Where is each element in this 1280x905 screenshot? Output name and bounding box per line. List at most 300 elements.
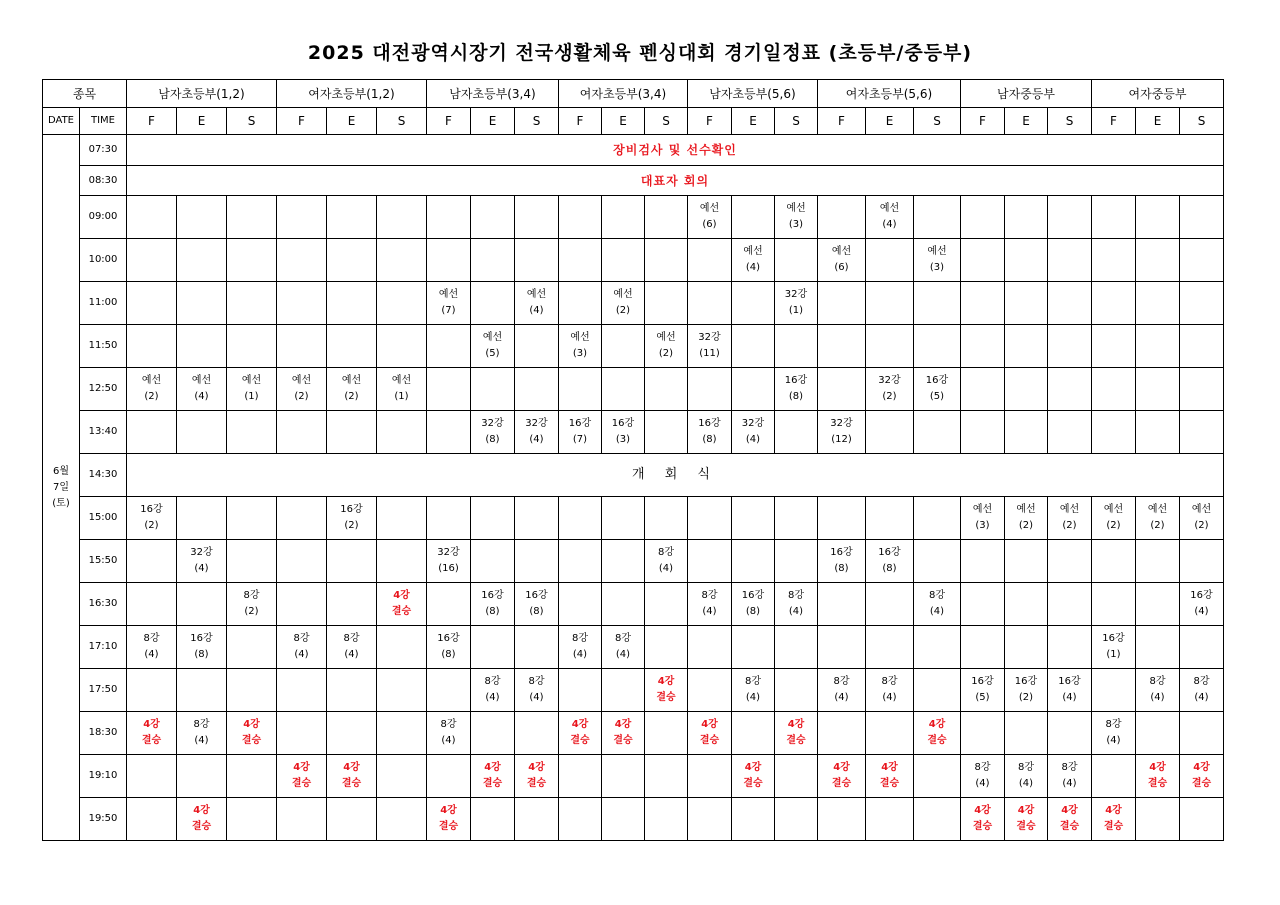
schedule-row [43,798,1224,841]
weapon-header-row [43,108,1224,135]
round-label: 16강 [1102,633,1125,644]
count-label: (5) [975,692,990,703]
empty-cell [277,325,327,368]
empty-cell [914,497,961,540]
count-label: (7) [441,305,456,316]
empty-cell [471,196,515,239]
division-header: 남자초등부(1,2) [127,80,277,108]
division-header: 남자초등부(3,4) [427,80,559,108]
empty-cell [645,282,688,325]
empty-cell [177,239,227,282]
schedule-row [43,135,1224,166]
count-label: (4) [745,262,761,273]
schedule-row [43,325,1224,368]
weapon-header: S [914,108,961,135]
empty-cell [227,196,277,239]
round-label: 예선 [699,203,720,214]
round-label: 예선 [570,332,590,343]
empty-cell [645,583,688,626]
round-label: 예선 [879,203,900,214]
round-label: 4강 [1149,762,1166,773]
round-label: 16강 [611,418,635,429]
count-label: (4) [615,649,631,660]
match-cell [427,712,471,755]
empty-cell [1048,368,1092,411]
match-cell [818,540,866,583]
count-label: (3) [572,348,588,359]
empty-cell [1180,282,1224,325]
final-label: 결승 [656,692,676,703]
empty-cell [1136,626,1180,669]
empty-cell [559,239,602,282]
round-label: 8강 [1105,719,1122,730]
empty-cell [227,669,277,712]
match-cell [866,368,914,411]
count-label: (8) [194,649,209,660]
round-label: 16강 [437,633,460,644]
round-label: 32강 [784,289,808,300]
final-label: 결승 [341,778,362,789]
count-label: (2) [882,391,897,402]
match-cell [227,712,277,755]
empty-cell [732,368,775,411]
empty-cell [775,497,818,540]
match-cell [961,669,1005,712]
empty-cell [914,798,961,841]
time-cell: 15:50 [80,540,127,583]
round-label: 예선 [1191,504,1212,515]
empty-cell [688,798,732,841]
empty-cell [277,196,327,239]
round-label: 16강 [830,547,853,558]
match-cell [866,669,914,712]
round-label: 예선 [831,246,852,257]
empty-cell [427,368,471,411]
time-cell: 11:00 [80,282,127,325]
count-label: (4) [529,305,544,316]
time-cell: 16:30 [80,583,127,626]
count-label: (1) [394,391,409,402]
empty-cell [1092,540,1136,583]
schedule-row [43,712,1224,755]
empty-cell [427,325,471,368]
match-cell [559,325,602,368]
empty-cell [471,239,515,282]
empty-cell [866,583,914,626]
round-label: 32강 [741,418,765,429]
round-label: 8강 [528,676,545,687]
division-header: 여자초등부(3,4) [559,80,688,108]
empty-cell [602,239,645,282]
empty-cell [277,239,327,282]
empty-cell [277,282,327,325]
empty-cell [688,239,732,282]
final-label: 결승 [743,778,763,789]
empty-cell [1048,712,1092,755]
empty-cell [1180,239,1224,282]
empty-cell [177,411,227,454]
round-label: 8강 [1149,676,1166,687]
empty-cell [177,282,227,325]
weapon-header: F [427,108,471,135]
empty-cell [866,325,914,368]
round-label: 4강 [484,762,501,773]
match-cell [377,583,427,626]
empty-cell [732,540,775,583]
empty-cell [732,196,775,239]
empty-cell [688,368,732,411]
empty-cell [327,669,377,712]
empty-cell [127,540,177,583]
match-cell [961,755,1005,798]
match-cell [914,712,961,755]
empty-cell [559,368,602,411]
match-cell [327,626,377,669]
empty-cell [732,712,775,755]
empty-cell [1005,282,1048,325]
round-label: 4강 [744,762,762,773]
empty-cell [177,325,227,368]
time-cell: 18:30 [80,712,127,755]
match-cell [1136,755,1180,798]
empty-cell [427,755,471,798]
match-cell [471,669,515,712]
time-cell: 11:50 [80,325,127,368]
final-label: 결승 [972,821,993,832]
round-label: 4강 [1193,762,1210,773]
match-cell [1048,798,1092,841]
match-cell [645,669,688,712]
final-label: 결승 [291,778,312,789]
count-label: (2) [344,520,359,531]
weapon-header: S [1180,108,1224,135]
round-label: 16강 [741,590,765,601]
round-label: 16강 [878,547,901,558]
empty-cell [732,282,775,325]
match-cell [688,583,732,626]
weapon-header: F [559,108,602,135]
match-cell [127,368,177,411]
count-label: (4) [572,649,588,660]
final-label: 결승 [526,778,547,789]
match-cell [1005,798,1048,841]
empty-cell [866,497,914,540]
empty-cell [1005,540,1048,583]
match-cell [127,497,177,540]
match-cell [602,626,645,669]
empty-cell [559,497,602,540]
match-cell [775,712,818,755]
empty-cell [818,196,866,239]
count-label: (4) [144,649,159,660]
round-label: 예선 [291,375,312,386]
empty-cell [602,497,645,540]
empty-cell [277,497,327,540]
round-label: 4강 [1017,805,1035,816]
empty-cell [277,798,327,841]
empty-cell [427,583,471,626]
empty-cell [688,669,732,712]
match-cell [1092,798,1136,841]
empty-cell [1005,239,1048,282]
time-cell: 15:00 [80,497,127,540]
final-label: 결승 [191,821,212,832]
round-label: 8강 [1017,762,1035,773]
banner-cell: 대표자 회의 [127,166,1224,196]
empty-cell [515,540,559,583]
count-label: (4) [658,563,674,574]
round-label: 4강 [243,719,260,730]
match-cell [427,282,471,325]
division-header-row [43,80,1224,108]
count-label: (4) [702,606,717,617]
round-label: 8강 [657,547,675,558]
empty-cell [471,497,515,540]
empty-cell [602,325,645,368]
round-label: 예선 [656,332,676,343]
weapon-header: E [327,108,377,135]
count-label: (2) [144,520,159,531]
match-cell [775,196,818,239]
empty-cell [961,411,1005,454]
empty-cell [775,798,818,841]
match-cell [602,712,645,755]
empty-cell [645,196,688,239]
empty-cell [775,755,818,798]
empty-cell [227,798,277,841]
empty-cell [277,712,327,755]
empty-cell [471,798,515,841]
empty-cell [1005,325,1048,368]
weapon-header: E [471,108,515,135]
schedule-row [43,454,1224,497]
empty-cell [1005,626,1048,669]
match-cell [914,239,961,282]
empty-cell [377,411,427,454]
count-label: (2) [1018,692,1034,703]
count-label: (2) [615,305,631,316]
empty-cell [515,497,559,540]
round-label: 예선 [1016,504,1036,515]
empty-cell [961,239,1005,282]
count-label: (4) [194,563,209,574]
match-cell [471,411,515,454]
empty-cell [775,540,818,583]
round-label: 4강 [1061,805,1078,816]
count-label: (8) [529,606,544,617]
count-label: (4) [441,735,456,746]
empty-cell [961,583,1005,626]
match-cell [1048,669,1092,712]
count-label: (4) [1106,735,1121,746]
count-label: (4) [194,391,209,402]
round-label: 8강 [974,762,991,773]
count-label: (4) [882,692,897,703]
match-cell [127,712,177,755]
match-cell [377,368,427,411]
match-cell [427,798,471,841]
weapon-header: F [818,108,866,135]
weapon-header: S [1048,108,1092,135]
count-label: (4) [745,692,761,703]
empty-cell [645,497,688,540]
empty-cell [177,669,227,712]
round-label: 8강 [343,633,360,644]
empty-cell [277,411,327,454]
match-cell [1005,497,1048,540]
empty-cell [775,239,818,282]
round-label: 16강 [925,375,949,386]
round-label: 16강 [525,590,548,601]
empty-cell [127,411,177,454]
empty-cell [515,196,559,239]
match-cell [914,368,961,411]
match-cell [515,282,559,325]
count-label: (6) [702,219,717,230]
empty-cell [559,798,602,841]
empty-cell [1092,282,1136,325]
match-cell [427,540,471,583]
empty-cell [866,712,914,755]
round-label: 예선 [972,504,993,515]
schedule-row [43,626,1224,669]
match-cell [775,282,818,325]
empty-cell [1092,411,1136,454]
round-label: 8강 [143,633,160,644]
match-cell [732,239,775,282]
empty-cell [177,583,227,626]
count-label: (4) [745,434,761,445]
match-cell [866,540,914,583]
empty-cell [1048,239,1092,282]
count-label: (2) [1018,520,1034,531]
count-label: (4) [344,649,359,660]
weapon-header: F [127,108,177,135]
empty-cell [645,798,688,841]
empty-cell [645,411,688,454]
empty-cell [377,325,427,368]
round-label: 8강 [293,633,310,644]
match-cell [688,196,732,239]
final-label: 결승 [241,735,262,746]
empty-cell [866,239,914,282]
empty-cell [732,798,775,841]
empty-cell [1180,798,1224,841]
match-cell [866,196,914,239]
weapon-header: E [602,108,645,135]
round-label: 4강 [193,805,210,816]
round-label: 8강 [440,719,457,730]
empty-cell [1136,282,1180,325]
empty-cell [866,411,914,454]
empty-cell [377,798,427,841]
match-cell [961,497,1005,540]
count-label: (4) [834,692,849,703]
round-label: 32강 [830,418,853,429]
schedule-row [43,411,1224,454]
weapon-header: S [377,108,427,135]
schedule-row [43,540,1224,583]
empty-cell [1180,325,1224,368]
empty-cell [688,540,732,583]
final-label: 결승 [482,778,503,789]
weapon-header: S [645,108,688,135]
time-cell: 12:50 [80,368,127,411]
schedule-row [43,282,1224,325]
weapon-header: E [1136,108,1180,135]
round-label: 4강 [528,762,545,773]
count-label: (4) [294,649,309,660]
round-label: 8강 [571,633,589,644]
match-cell [866,755,914,798]
empty-cell [327,712,377,755]
count-label: (4) [529,434,544,445]
match-cell [515,411,559,454]
empty-cell [127,196,177,239]
weapon-header: F [961,108,1005,135]
empty-cell [732,497,775,540]
round-label: 4강 [974,805,991,816]
final-label: 결승 [1147,778,1168,789]
empty-cell [688,497,732,540]
empty-cell [645,239,688,282]
empty-cell [602,669,645,712]
match-cell [1180,755,1224,798]
empty-cell [1136,196,1180,239]
weapon-header: E [732,108,775,135]
match-cell [818,755,866,798]
empty-cell [227,411,277,454]
time-cell: 17:10 [80,626,127,669]
empty-cell [602,368,645,411]
round-label: 4강 [881,762,898,773]
count-label: (2) [344,391,359,402]
empty-cell [327,583,377,626]
count-label: (8) [788,391,804,402]
empty-cell [177,755,227,798]
weapon-header: F [1092,108,1136,135]
count-label: (8) [745,606,761,617]
banner-cell: 장비검사 및 선수확인 [127,135,1224,166]
round-label: 16강 [481,590,504,601]
round-label: 예선 [613,289,633,300]
empty-cell [914,755,961,798]
match-cell [559,626,602,669]
empty-cell [471,712,515,755]
round-label: 32강 [698,332,721,343]
date-text: 6월 [52,465,70,477]
empty-cell [866,798,914,841]
empty-cell [1180,540,1224,583]
empty-cell [515,626,559,669]
weapon-header: E [177,108,227,135]
match-cell [914,583,961,626]
match-cell [277,368,327,411]
date-label: DATE [43,108,80,135]
match-cell [775,368,818,411]
empty-cell [1180,411,1224,454]
count-label: (3) [615,434,631,445]
empty-cell [1136,411,1180,454]
time-cell: 13:40 [80,411,127,454]
empty-cell [688,282,732,325]
event-label: 종목 [43,80,127,108]
match-cell [1136,669,1180,712]
round-label: 예선 [438,289,459,300]
final-label: 결승 [699,735,720,746]
match-cell [515,669,559,712]
match-cell [1048,497,1092,540]
